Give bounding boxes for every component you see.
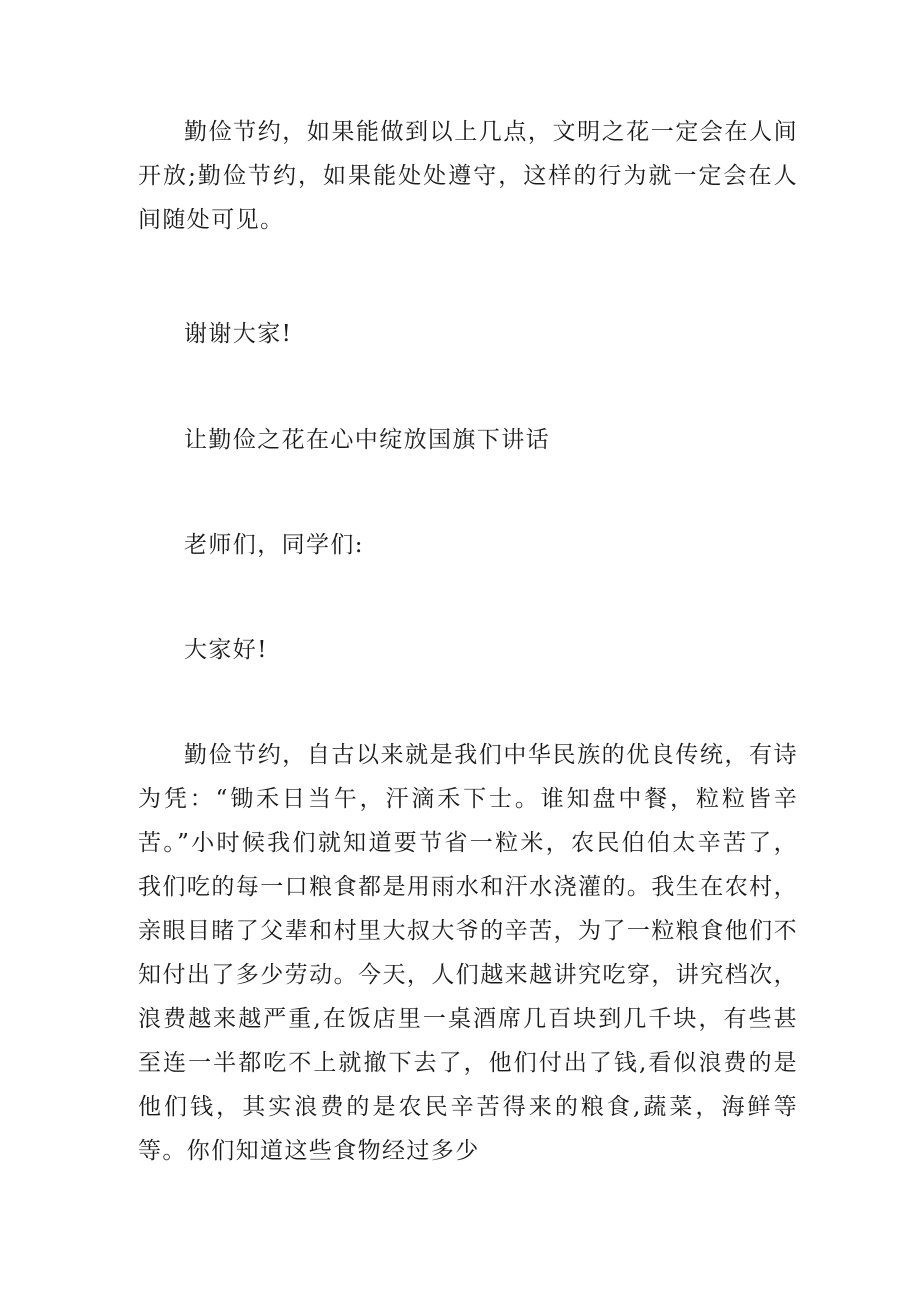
paragraph-conclusion: 勤俭节约，如果能做到以上几点，文明之花一定会在人间开放;勤俭节约，如果能处处遵守，这样的行为就一定会在人间随处可见。 xyxy=(138,119,798,233)
salutation: 老师们，同学们: xyxy=(184,532,364,558)
speech-title: 让勤俭之花在心中绽放国旗下讲话 xyxy=(184,427,550,453)
greeting: 大家好! xyxy=(184,637,268,663)
paragraph-thanks: 谢谢大家! xyxy=(184,321,293,347)
paragraph-body: 勤俭节约，自古以来就是我们中华民族的优良传统，有诗为凭：“锄禾日当午，汗滴禾下士。谁知盘中餐，粒粒皆辛苦。”小时候我们就知道要节省一粒米，农民伯伯太辛苦了，我们吃的每一口粮食都是用雨水和汗水浇灌的。我生在农村，亲眼目睹了父辈和村里大叔大爷的辛苦，为了一粒粮食他们不知付出了多少劳动。今天，人们越来越讲究吃穿，讲究档次，浪费越来越严重,在饭店里一桌酒席几百块到几千块，有些甚至连一半都吃不上就撤下去了，他们付出了钱,看似浪费的是他们钱，其实浪费的是农民辛苦得来的粮食,蔬菜，海鲜等等。你们知道这些食物经过多少 xyxy=(138,742,798,1164)
